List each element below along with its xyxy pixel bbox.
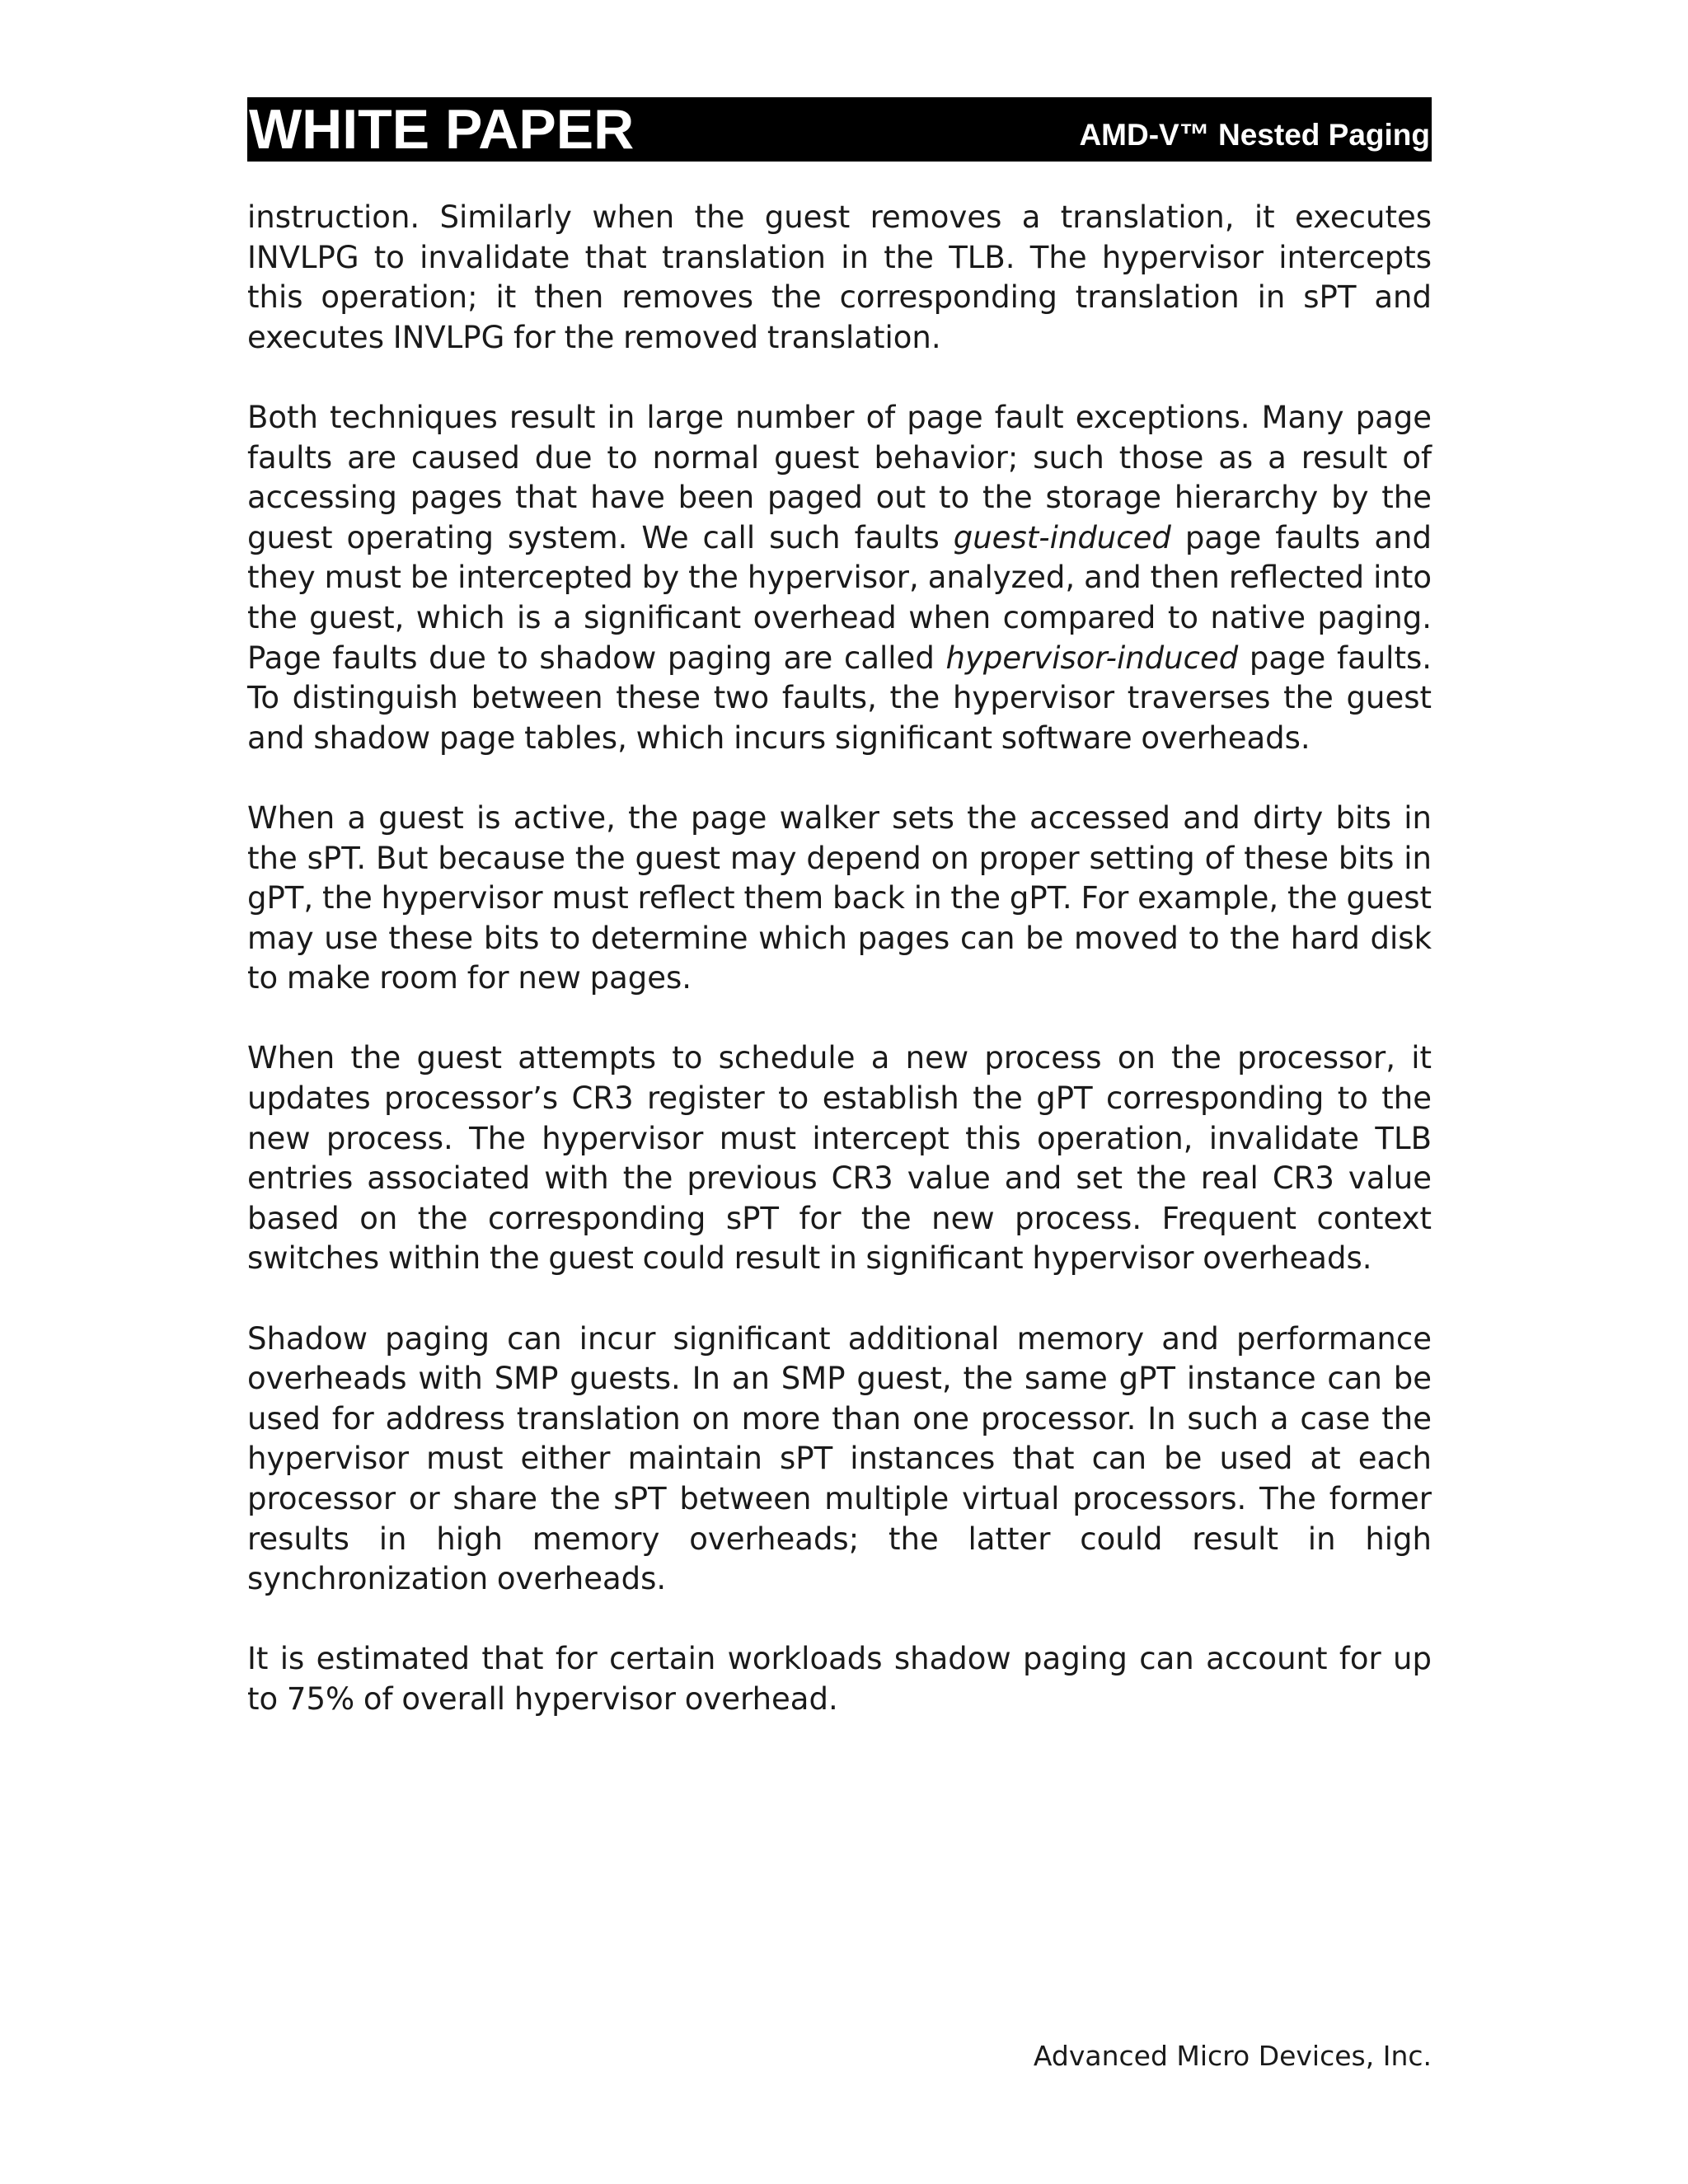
term-hypervisor-induced: hypervisor-induced: [945, 640, 1239, 676]
paragraph-5: Shadow paging can incur significant additional memory and performance overheads with SMP guests. In an SMP guest, the same gPT instance can be used for address translation on more than one processor. In such a case the hypervisor must either maintain sPT instances that can be used at each processor or share the sPT between multiple virtual processors. The former results in high memory overheads; the latter could result in high synchronization overheads.: [247, 1320, 1432, 1597]
paragraph-6: It is estimated that for certain workloads shadow paging can account for up to 75% of overall hypervisor overhead.: [247, 1641, 1432, 1717]
paragraph-2-part-1: Both techniques result in large number of page fault exceptions. Many page faults are caused due to normal guest behavior; such those as a result of accessing pages that have been paged out to the storage hierarchy by the guest operating system. We call such faults: [247, 399, 1432, 555]
document-subject-title: AMD-V™ Nested Paging: [1079, 118, 1430, 152]
paragraph-4: When the guest attempts to schedule a new process on the processor, it updates processor’s CR3 register to establish the gPT corresponding to the new process. The hypervisor must intercept this operation, invalidate TLB entries associated with the previous CR3 value and set the real CR3 value based on the corresponding sPT for the new process. Frequent context switches within the guest could result in significant hypervisor overheads.: [247, 1040, 1432, 1277]
paragraph-3: When a guest is active, the page walker sets the accessed and dirty bits in the sPT. But because the guest may depend on proper setting of these bits in gPT, the hypervisor must reflect them back in the gPT. For example, the guest may use these bits to determine which pages can be moved to the hard disk to make room for new pages.: [247, 799, 1432, 996]
paragraph-2-part-3: page faults. To distinguish between these two faults, the hypervisor traverses the guest and shadow page tables, which incurs significant software overheads.: [247, 640, 1432, 756]
paragraph-2-part-2: page faults and they must be intercepted by the hypervisor, analyzed, and then reflected into the guest, which is a significant overhead when compared to native paging. Page faults due to shadow paging are called: [247, 519, 1432, 676]
header-bar: [247, 97, 1432, 162]
term-guest-induced: guest-induced: [953, 519, 1171, 555]
paragraph-1: instruction. Similarly when the guest removes a translation, it executes INVLPG to invalidate that translation in the TLB. The hypervisor intercepts this operation; it then removes the corresponding translation in sPT and executes INVLPG for the removed translation.: [247, 199, 1432, 355]
document-type-title: WHITE PAPER: [249, 98, 635, 161]
paragraph-2: [247, 398, 1432, 758]
body-text: [247, 198, 1432, 1760]
footer-company: Advanced Micro Devices, Inc.: [1033, 2040, 1432, 2072]
